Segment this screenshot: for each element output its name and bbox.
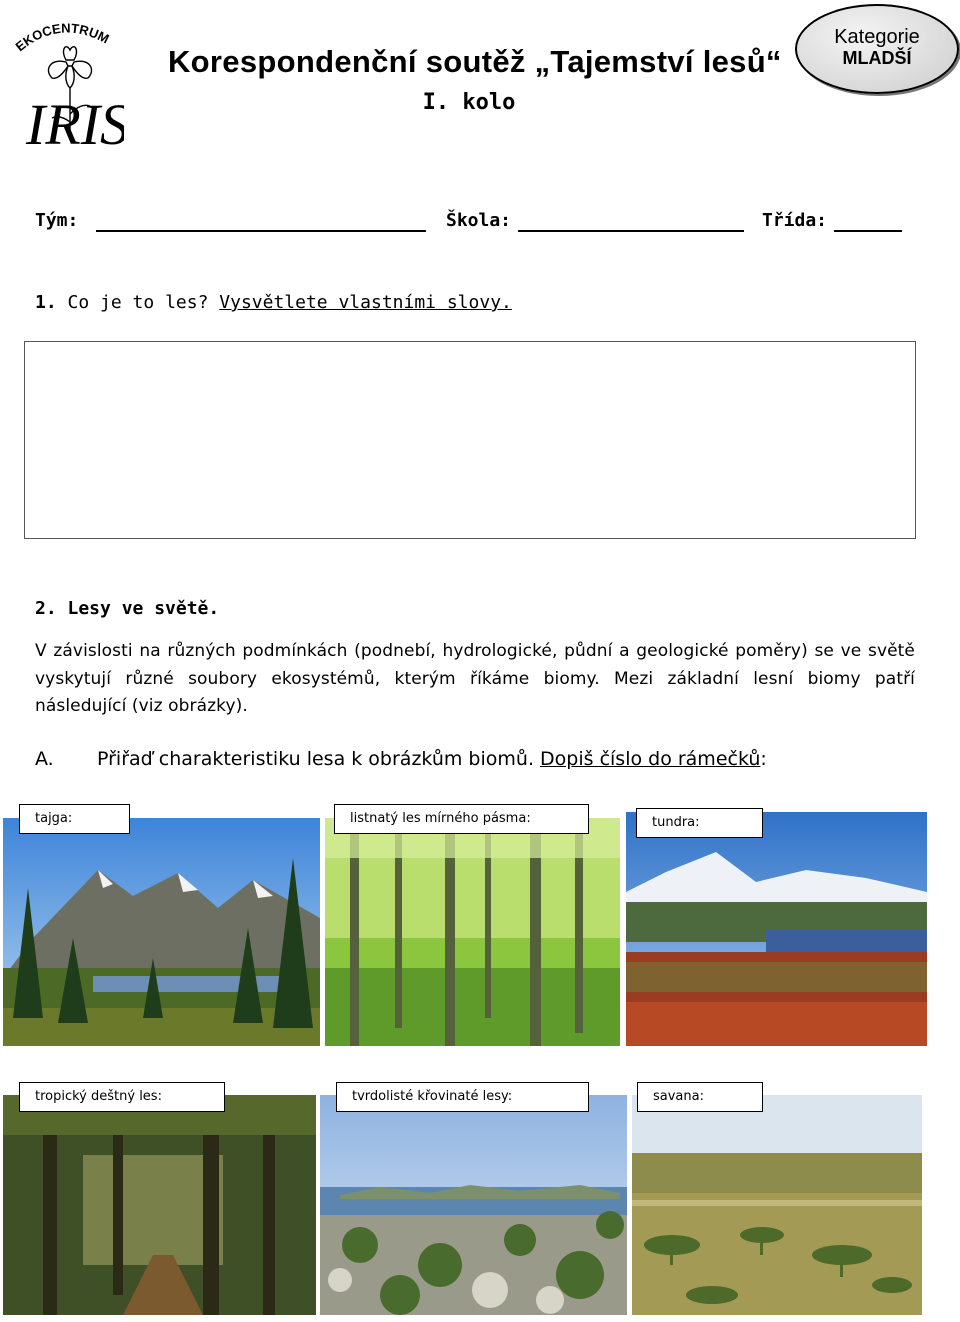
rainforest-photo bbox=[3, 1095, 316, 1315]
page-title: Korespondenční soutěž „Tajemství lesů“ bbox=[168, 44, 782, 79]
label-box-taiga[interactable] bbox=[19, 804, 130, 834]
task-a-instruction: Dopiš číslo do rámečků bbox=[540, 748, 761, 770]
label-box-tundra[interactable] bbox=[636, 808, 763, 838]
round-text: I. kolo bbox=[422, 90, 516, 115]
question-2-paragraph: V závislosti na různých podmínkách (podnebí, hydrologické, půdní a geologické poměry) se ve světě vyskytují různé soubory ekosystémů, kterým říkáme biomy. Mezi základní lesní biomy patří následující (viz obrázky). bbox=[35, 641, 915, 716]
deciduous-forest-label: listnatý les mírného pásma: bbox=[350, 811, 531, 826]
sclerophyll-forest-label: tvrdolisté křovinaté lesy: bbox=[352, 1089, 513, 1104]
taiga-photo bbox=[3, 818, 320, 1046]
logo-word: IRIS bbox=[26, 92, 124, 152]
savanna-photo bbox=[632, 1095, 922, 1315]
round-label bbox=[0, 90, 960, 115]
tundra-photo bbox=[626, 812, 927, 1046]
tundra-label: tundra: bbox=[652, 815, 700, 830]
class-label: Třída: bbox=[762, 210, 828, 231]
question-1-number: 1. bbox=[35, 292, 57, 313]
question-2-heading: 2. Lesy ve světě. bbox=[35, 598, 220, 619]
rainforest-label: tropický deštný les: bbox=[35, 1089, 162, 1104]
task-a-label: A. bbox=[35, 748, 54, 770]
savanna-label: savana: bbox=[653, 1089, 704, 1104]
svg-text:EKOCENTRUM bbox=[14, 22, 112, 54]
question-1-instruction: Vysvětlete vlastními slovy. bbox=[219, 292, 512, 313]
sclerophyll-forest-photo bbox=[320, 1095, 627, 1315]
task-a-text: Přiřaď charakteristiku lesa k obrázkům biomů. bbox=[97, 748, 534, 770]
label-box-rainforest[interactable] bbox=[19, 1082, 225, 1112]
task-a-colon: : bbox=[760, 748, 767, 770]
school-label: Škola: bbox=[446, 210, 512, 231]
category-label: Kategorie bbox=[834, 26, 920, 48]
category-badge bbox=[795, 4, 959, 94]
label-box-savanna[interactable] bbox=[637, 1082, 763, 1112]
taiga-label: tajga: bbox=[35, 811, 73, 826]
task-a bbox=[35, 748, 767, 770]
answer-box-1[interactable] bbox=[24, 341, 916, 539]
label-box-sclerophyll-forest[interactable] bbox=[336, 1082, 589, 1112]
school-field[interactable] bbox=[518, 230, 744, 232]
team-label: Tým: bbox=[35, 210, 79, 231]
question-1 bbox=[35, 292, 512, 313]
deciduous-forest-photo bbox=[325, 818, 620, 1046]
iris-logo bbox=[14, 22, 124, 152]
category-value: MLADŠÍ bbox=[842, 48, 912, 68]
class-field[interactable] bbox=[834, 230, 902, 232]
question-1-text: Co je to les? bbox=[67, 292, 209, 313]
logo-arc-text: EKOCENTRUM bbox=[14, 22, 112, 55]
team-field[interactable] bbox=[96, 230, 426, 232]
label-box-deciduous-forest[interactable] bbox=[334, 804, 589, 834]
